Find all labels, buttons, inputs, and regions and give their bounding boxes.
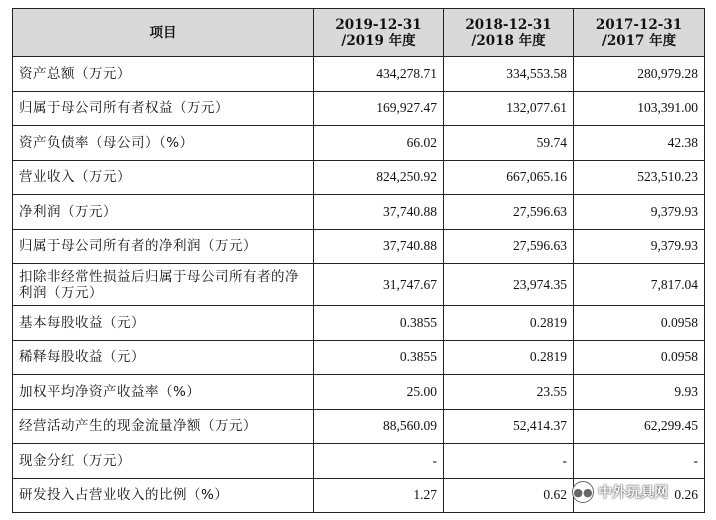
row-label: 加权平均净资产收益率（%）	[13, 375, 314, 410]
row-label: 现金分红（万元）	[13, 444, 314, 479]
row-label: 归属于母公司所有者的净利润（万元）	[13, 229, 314, 264]
row-label: 净利润（万元）	[13, 195, 314, 230]
row-label: 资产负债率（母公司）（%）	[13, 126, 314, 161]
cell-2017: 9.93	[574, 375, 705, 410]
cell-2018: 23.55	[444, 375, 574, 410]
row-label: 基本每股收益（元）	[13, 306, 314, 341]
financial-table	[12, 8, 705, 513]
cell-2017: 9,379.93	[574, 195, 705, 230]
header-2018: 2018-12-31 /2018 年度	[444, 9, 574, 57]
cell-2018: 52,414.37	[444, 409, 574, 444]
table-row	[13, 195, 705, 230]
cell-2019: 169,927.47	[314, 91, 444, 126]
table-row	[13, 160, 705, 195]
cell-2018: 334,553.58	[444, 57, 574, 92]
wechat-icon: ●●	[572, 481, 594, 503]
table-row	[13, 375, 705, 410]
cell-2017: 0.0958	[574, 306, 705, 341]
cell-2019: 37,740.88	[314, 229, 444, 264]
table-row	[13, 306, 705, 341]
cell-2018: 0.62	[444, 478, 574, 513]
table-row	[13, 126, 705, 161]
cell-2017: 103,391.00	[574, 91, 705, 126]
cell-2018: 59.74	[444, 126, 574, 161]
cell-2017: 62,299.45	[574, 409, 705, 444]
row-label: 扣除非经常性损益后归属于母公司所有者的净利润（万元）	[13, 264, 314, 306]
row-label: 稀释每股收益（元）	[13, 340, 314, 375]
cell-2017: 523,510.23	[574, 160, 705, 195]
row-label: 归属于母公司所有者权益（万元）	[13, 91, 314, 126]
cell-2017: 0.0958	[574, 340, 705, 375]
cell-2019: 0.3855	[314, 306, 444, 341]
cell-2018: 0.2819	[444, 306, 574, 341]
cell-2019: 25.00	[314, 375, 444, 410]
row-label: 研发投入占营业收入的比例（%）	[13, 478, 314, 513]
cell-2019: -	[314, 444, 444, 479]
row-label: 经营活动产生的现金流量净额（万元）	[13, 409, 314, 444]
header-row	[13, 9, 705, 57]
cell-2018: 23,974.35	[444, 264, 574, 306]
cell-2019: 37,740.88	[314, 195, 444, 230]
header-2017: 2017-12-31 /2017 年度	[574, 9, 705, 57]
watermark-text: 中外玩具网	[598, 485, 668, 501]
cell-2018: 667,065.16	[444, 160, 574, 195]
cell-2017: 0.26	[574, 478, 705, 513]
cell-2017: 42.38	[574, 126, 705, 161]
cell-2018: 27,596.63	[444, 229, 574, 264]
cell-2018: 132,077.61	[444, 91, 574, 126]
table-row	[13, 57, 705, 92]
cell-2019: 1.27	[314, 478, 444, 513]
table-row	[13, 340, 705, 375]
cell-2018: -	[444, 444, 574, 479]
header-2019: 2019-12-31 /2019 年度	[314, 9, 444, 57]
cell-2018: 0.2819	[444, 340, 574, 375]
watermark	[572, 480, 668, 504]
header-item: 项目	[13, 9, 314, 57]
cell-2018: 27,596.63	[444, 195, 574, 230]
cell-2019: 31,747.67	[314, 264, 444, 306]
table-row	[13, 444, 705, 479]
table-row	[13, 91, 705, 126]
table-row	[13, 409, 705, 444]
cell-2019: 88,560.09	[314, 409, 444, 444]
cell-2019: 434,278.71	[314, 57, 444, 92]
cell-2019: 824,250.92	[314, 160, 444, 195]
row-label: 资产总额（万元）	[13, 57, 314, 92]
cell-2017: 7,817.04	[574, 264, 705, 306]
cell-2017: 9,379.93	[574, 229, 705, 264]
row-label: 营业收入（万元）	[13, 160, 314, 195]
cell-2019: 0.3855	[314, 340, 444, 375]
table-row	[13, 264, 705, 306]
cell-2017: -	[574, 444, 705, 479]
cell-2017: 280,979.28	[574, 57, 705, 92]
table-row	[13, 229, 705, 264]
cell-2019: 66.02	[314, 126, 444, 161]
